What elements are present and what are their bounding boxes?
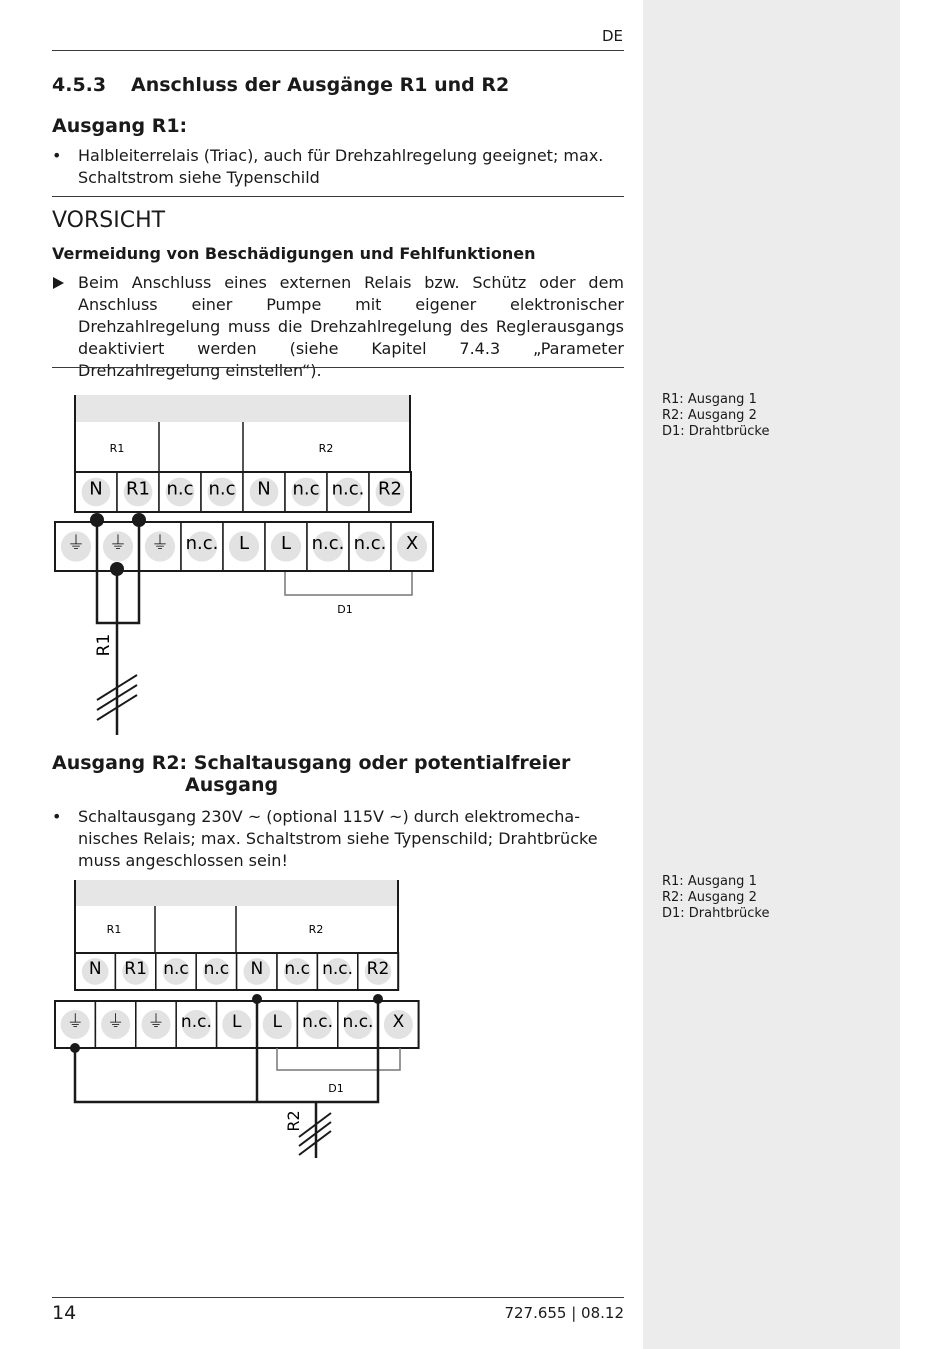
lower-terminal-row (55, 1001, 419, 1048)
terminal-cell (117, 472, 159, 512)
caution-text: Beim Anschluss eines externen Relais bzw. Schütz oder dem Anschluss einer Pumpe mit eigener elektronischer Drehzahlregelung muss die Drehzahlregelung des Reglerausgangs deaktiviert werden (siehe Kapitel 7.4.3 „Parameter Drehzahlregelung einstellen“). (78, 273, 624, 380)
terminal-cell (136, 1001, 176, 1048)
terminal-cell (223, 522, 265, 571)
document-reference: 727.655 | 08.12 (504, 1304, 624, 1322)
section-number: 4.5.3 (52, 74, 107, 96)
output-r1-text: Halbleiterrelais (Triac), auch für Drehzahlregelung geeignet; max. Schaltstrom siehe Typenschild (78, 146, 604, 187)
terminal-label: n.c. (331, 478, 365, 500)
terminal-cell (358, 953, 398, 990)
connection-dot (252, 994, 262, 1004)
terminal-label: n.c (284, 959, 310, 980)
terminal-label: n.c (163, 959, 189, 980)
group-label-r1: R1 (106, 923, 122, 936)
output-r1-heading: Ausgang R1: (52, 115, 188, 137)
page-number: 14 (52, 1302, 77, 1324)
legend-2: R1: Ausgang 1 R2: Ausgang 2 D1: Drahtbrücke (662, 874, 770, 921)
terminal-cell (115, 953, 155, 990)
terminal-label: n.c. (185, 533, 219, 555)
terminal-cell (196, 953, 236, 990)
legend-1: R1: Ausgang 1 R2: Ausgang 2 D1: Drahtbrücke (662, 392, 770, 439)
terminal-label: N (250, 959, 264, 980)
bullet-marker: • (52, 807, 62, 826)
terminal-cell (369, 472, 411, 512)
terminal-label: ⏚ (109, 533, 127, 555)
terminal-label: L (272, 1012, 282, 1033)
bridge-label: D1 (328, 1082, 344, 1095)
terminal-label: n.c. (322, 959, 354, 980)
terminal-cell (139, 522, 181, 571)
caution-top-rule (52, 196, 624, 197)
terminal-cell (391, 522, 433, 571)
caution-bottom-rule (52, 367, 624, 368)
wiring-diagram-r2 (0, 875, 643, 1165)
terminal-label: N (88, 959, 102, 980)
terminal-cell (75, 472, 117, 512)
output-r2-text: Schaltausgang 230V ~ (optional 115V ~) durch elektromecha- nisches Relais; max. Schaltstrom siehe Typenschild; Drahtbrücke muss angeschlossen sein! (78, 807, 598, 870)
terminal-label: N (257, 478, 271, 500)
footer-rule (52, 1297, 624, 1298)
cable-label: R2 (284, 1110, 303, 1132)
terminal-label: n.c (208, 478, 236, 500)
terminal-cell (349, 522, 391, 571)
terminal-label: n.c. (353, 533, 387, 555)
output-r2-heading: Ausgang R2: Schaltausgang oder potentialfreier Ausgang (52, 752, 571, 796)
connection-dot (110, 562, 124, 576)
terminal-cell (201, 472, 243, 512)
terminal-cell (243, 472, 285, 512)
terminal-housing-top (75, 880, 398, 906)
terminal-label: L (280, 533, 292, 555)
terminal-label: L (232, 1012, 242, 1033)
group-label-r1: R1 (109, 442, 125, 455)
terminal-cell (156, 953, 196, 990)
terminal-cell (257, 1001, 297, 1048)
terminal-label: X (392, 1012, 405, 1033)
connection-dot (90, 513, 104, 527)
wire-bridge (285, 572, 412, 595)
group-label-r2: R2 (308, 923, 324, 936)
terminal-cell (95, 1001, 135, 1048)
terminal-label: n.c. (302, 1012, 334, 1033)
connection-dot (132, 513, 146, 527)
lower-terminal-row (55, 522, 433, 571)
terminal-cell (237, 953, 277, 990)
terminal-cell (327, 472, 369, 512)
terminal-cell (181, 522, 223, 571)
terminal-label: n.c (166, 478, 194, 500)
terminal-cell (265, 522, 307, 571)
group-label-r2: R2 (318, 442, 334, 455)
terminal-label: ⏚ (107, 1012, 125, 1033)
margin-sidebar (643, 0, 900, 1349)
terminal-cell (338, 1001, 378, 1048)
terminal-cell (307, 522, 349, 571)
terminal-label: N (89, 478, 103, 500)
caution-title: VORSICHT (52, 208, 166, 233)
terminal-label: L (238, 533, 250, 555)
terminal-label: ⏚ (147, 1012, 165, 1033)
connection-dot (70, 1043, 80, 1053)
terminal-cell (297, 1001, 337, 1048)
terminal-label: n.c (203, 959, 230, 980)
wire-bridge (277, 1048, 400, 1070)
upper-terminal-row (75, 472, 411, 512)
arrow-right-icon (53, 277, 64, 289)
language-tag: DE (601, 27, 623, 45)
terminal-label: R2 (378, 478, 402, 500)
header-rule (52, 50, 624, 51)
terminal-cell (217, 1001, 257, 1048)
wiring-diagram-r1 (0, 390, 643, 740)
terminal-label: n.c. (180, 1012, 212, 1033)
terminal-label: ⏚ (67, 533, 85, 555)
terminal-label: X (405, 533, 419, 555)
terminal-label: ⏚ (66, 1012, 84, 1033)
terminal-cell (159, 472, 201, 512)
terminal-cell (75, 953, 115, 990)
terminal-cell (55, 1001, 95, 1048)
cable-label: R1 (94, 633, 114, 657)
terminal-cell (285, 472, 327, 512)
bullet-marker: • (52, 146, 62, 165)
connection-dot (373, 994, 383, 1004)
terminal-label: R2 (366, 959, 390, 980)
caution-subtitle: Vermeidung von Beschädigungen und Fehlfunktionen (52, 244, 536, 263)
terminal-cell (317, 953, 357, 990)
section-title: Anschluss der Ausgänge R1 und R2 (131, 74, 510, 96)
terminal-cell (176, 1001, 216, 1048)
terminal-label: R1 (126, 478, 150, 500)
terminal-housing-top (75, 395, 410, 422)
terminal-label: n.c (292, 478, 320, 500)
terminal-label: ⏚ (151, 533, 169, 555)
bridge-label: D1 (337, 603, 353, 616)
upper-terminal-row (75, 953, 398, 990)
terminal-cell (55, 522, 97, 571)
terminal-cell (378, 1001, 418, 1048)
terminal-cell (277, 953, 317, 990)
terminal-label: n.c. (342, 1012, 374, 1033)
terminal-label: R1 (124, 959, 147, 980)
terminal-label: n.c. (311, 533, 345, 555)
